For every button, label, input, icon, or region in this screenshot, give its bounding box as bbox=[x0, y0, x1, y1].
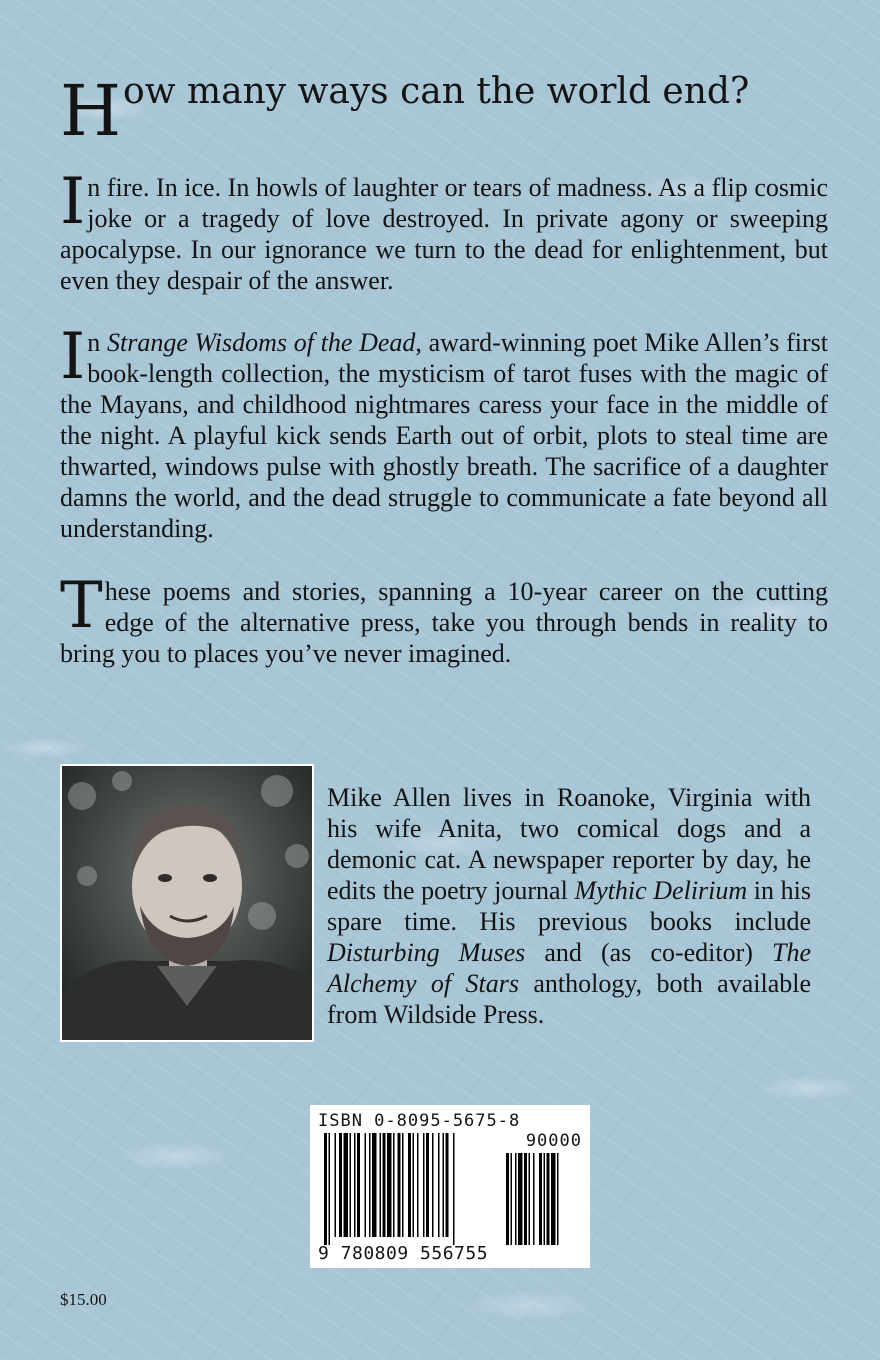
dropcap: T bbox=[60, 569, 103, 643]
author-photo bbox=[60, 764, 314, 1042]
isbn-barcode bbox=[310, 1105, 590, 1268]
blurb-paragraph-3 bbox=[60, 569, 828, 669]
isbn-text: ISBN 0-8095-5675-8 bbox=[318, 1111, 521, 1131]
paragraph-text: n bbox=[87, 328, 107, 357]
bio-text: anthology, both available from Wildside Press. bbox=[327, 969, 811, 1029]
paragraph-text: , award-winning poet Mike Allen’s first book-length collection, the mysticism of tarot fuses with the magic of the Mayans, and childhood nightmares caress your face in the middle of the night. A playful kick sends Earth out of orbit, plots to steal time are thwarted, windows pulse with ghostly breath. The sacrifice of a daughter damns the world, and the dead struggle to communicate a fate beyond all understanding. bbox=[60, 328, 828, 543]
headline bbox=[60, 70, 820, 152]
bio-text: and (as co-editor) bbox=[525, 938, 773, 967]
price-code-text: 90000 bbox=[525, 1131, 582, 1151]
author-bio bbox=[327, 782, 811, 1030]
bio-text: in his spare time. His previous books include bbox=[327, 876, 811, 936]
bio-text: Mike Allen lives in Roanoke, Virginia with his wife Anita, two comical dogs and a demonic cat. A newspaper reporter by day, he edits the poetry journal bbox=[327, 783, 811, 905]
paragraph-text: n fire. In ice. In howls of laughter or tears of madness. As a flip cosmic joke or a tragedy of love destroyed. In private agony or sweeping apocalypse. In our ignorance we turn to the dead for enlightenment, but even they despair of the answer. bbox=[60, 173, 828, 295]
journal-title: Mythic Delirium bbox=[574, 876, 748, 905]
paragraph-text: hese poems and stories, spanning a 10-year career on the cutting edge of the alternative press, take you through bends in reality to bring you to places you’ve never imagined. bbox=[60, 577, 828, 668]
cover-price: $15.00 bbox=[60, 1290, 107, 1309]
book-title: Disturbing Muses bbox=[327, 938, 526, 967]
book-title: Strange Wisdoms of the Dead bbox=[106, 328, 416, 357]
blurb-paragraph-1 bbox=[60, 165, 828, 296]
blurb-paragraph-2 bbox=[60, 320, 828, 544]
dropcap: I bbox=[60, 165, 86, 239]
headline-text: ow many ways can the world end? bbox=[123, 71, 750, 112]
ean-text: 9 780809 556755 bbox=[318, 1243, 489, 1264]
book-title: The Alchemy of Stars bbox=[327, 938, 812, 998]
dropcap: I bbox=[60, 320, 86, 394]
headline-dropcap: H bbox=[60, 70, 122, 152]
